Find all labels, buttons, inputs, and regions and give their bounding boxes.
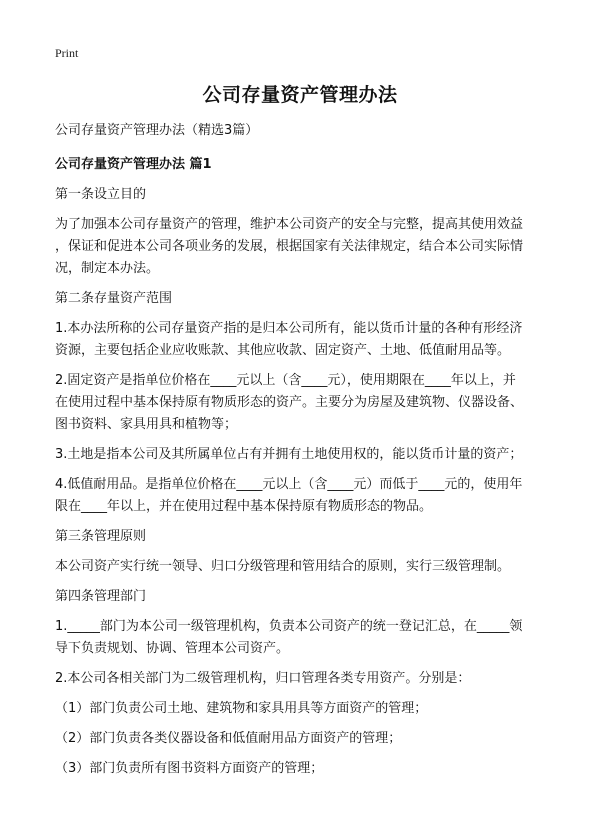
sub-item-3: （3）部门负责所有图书资料方面资产的管理； xyxy=(55,761,324,776)
document-subtitle: 公司存量资产管理办法（精选3篇） xyxy=(55,123,259,138)
paragraph-line: 在使用过程中基本保持原有物质形态的资产。主要分为房屋及建筑物、仪器设备、 xyxy=(55,395,524,410)
section-heading: 公司存量资产管理办法 篇1 xyxy=(55,157,212,172)
item-1-paragraph xyxy=(55,318,549,362)
article-1-paragraph xyxy=(55,214,549,280)
article-3-heading: 第三条管理原则 xyxy=(55,529,147,544)
print-label: Print xyxy=(55,46,79,60)
paragraph-line: 资源，主要包括企业应收账款、其他应收款、固定资产、土地、低值耐用品等。 xyxy=(55,343,511,358)
paragraph-line: 3.土地是指本公司及其所属单位占有并拥有土地使用权的，能以货币计量的资产； xyxy=(55,447,523,462)
paragraph-line: 2.固定资产是指单位价格在____元以上（含____元），使用期限在____年以上，并 xyxy=(55,373,516,388)
article-1-heading: 第一条设立目的 xyxy=(55,187,147,202)
article-3-paragraph: 本公司资产实行统一领导、归口分级管理和管用结合的原则，实行三级管理制。 xyxy=(55,559,511,574)
paragraph-line: 为了加强本公司存量资产的管理，维护本公司资产的安全与完整，提高其使用效益 xyxy=(55,217,524,232)
paragraph-line: 导下负责规划、协调、管理本公司资产。 xyxy=(55,641,290,656)
document-body xyxy=(55,120,549,780)
paragraph-line: 1._____部门为本公司一级管理机构，负责本公司资产的统一登记汇总，在_____领 xyxy=(55,619,523,634)
sub-item-2: （2）部门负责各类仪器设备和低值耐用品方面资产的管理； xyxy=(55,731,402,746)
item-4-paragraph xyxy=(55,474,549,518)
document-title: 公司存量资产管理办法 xyxy=(202,84,398,106)
item-2-paragraph xyxy=(55,370,549,436)
paragraph-line: ，保证和促进本公司各项业务的发展，根据国家有关法律规定，结合本公司实际情 xyxy=(55,239,524,254)
paragraph-line: 况，制定本办法。 xyxy=(55,261,160,276)
paragraph-line: 限在____年以上，并在使用过程中基本保持原有物质形态的物品。 xyxy=(55,499,433,514)
paragraph-line: 图书资料、家具用具和植物等； xyxy=(55,417,238,432)
dept-1-paragraph xyxy=(55,616,549,660)
paragraph-line: 1.本办法所称的公司存量资产指的是归本公司所有，能以货币计量的各种有形经济 xyxy=(55,321,523,336)
article-2-heading: 第二条存量资产范围 xyxy=(55,291,173,306)
dept-2-paragraph: 2.本公司各相关部门为二级管理机构，归口管理各类专用资产。分别是： xyxy=(55,671,471,686)
item-3-paragraph xyxy=(55,444,549,466)
paragraph-line: 4.低值耐用品。是指单位价格在____元以上（含____元）而低于____元的，使用年 xyxy=(55,477,523,492)
article-4-heading: 第四条管理部门 xyxy=(55,589,147,604)
sub-item-1: （1）部门负责公司土地、建筑物和家具用具等方面资产的管理； xyxy=(55,701,428,716)
